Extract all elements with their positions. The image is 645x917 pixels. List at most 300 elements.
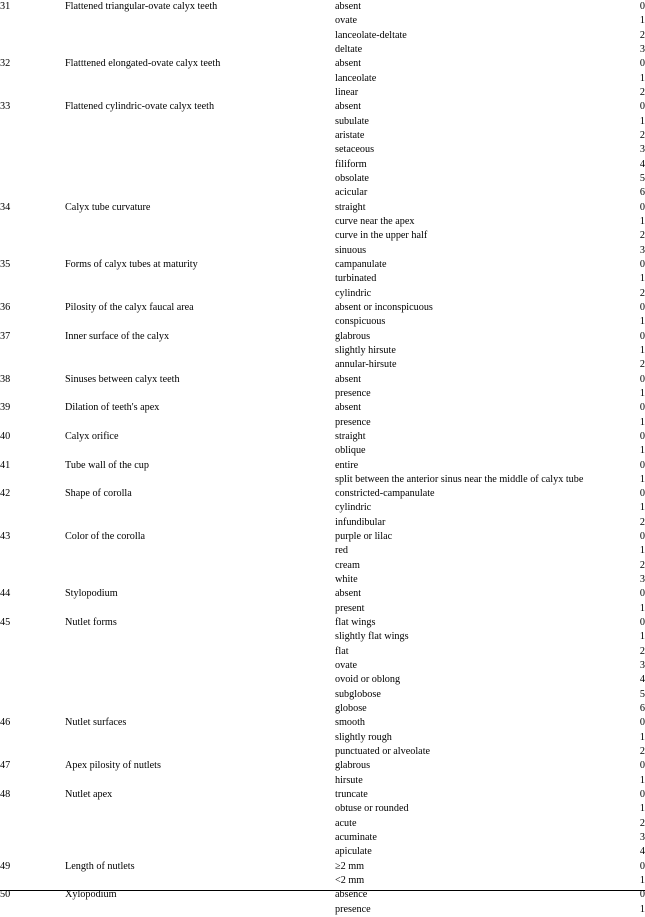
character-state-cell: ≥2 mm [335,860,365,872]
character-number-cell [0,559,65,573]
table-row [0,272,645,286]
table-row [0,602,645,616]
character-state-cell: lanceolate [335,72,377,84]
state-code-cell: 2 [639,516,645,528]
table-row [0,616,645,630]
character-name-cell: Flattened cylindric-ovate calyx teeth [65,101,215,113]
table-row [0,258,645,272]
character-number-cell [0,229,65,243]
character-number-cell: 35 [0,258,11,270]
character-number-cell [0,516,65,530]
state-code-cell: 1 [639,416,645,428]
table-row [0,201,645,215]
table-row [0,559,645,573]
character-state-cell: hirsute [335,774,363,786]
character-name-cell [65,774,335,788]
table-row [0,401,645,415]
character-number-cell: 44 [0,588,11,600]
character-number-cell [0,244,65,258]
table-row [0,845,645,859]
state-code-cell: 2 [639,645,645,657]
character-name-cell [65,630,335,644]
table-row [0,0,645,14]
character-number-cell [0,544,65,558]
table-row [0,330,645,344]
state-code-cell: 2 [639,287,645,299]
character-name-cell [65,559,335,573]
character-number-cell: 39 [0,402,11,414]
character-state-cell: flat wings [335,617,376,629]
state-code-cell: 5 [639,172,645,184]
character-name-cell [65,387,335,401]
character-name-cell [65,673,335,687]
state-code-cell: 0 [639,101,645,113]
character-name-cell [65,473,335,487]
character-name-cell [65,244,335,258]
state-code-cell: 1 [639,72,645,84]
character-number-cell [0,501,65,515]
state-code-cell: 0 [639,789,645,801]
character-number-cell [0,659,65,673]
character-state-cell: straight [335,201,366,213]
character-number-cell: 37 [0,330,11,342]
table-row [0,14,645,28]
state-code-cell: 1 [639,903,645,915]
character-name-cell [65,573,335,587]
table-row [0,587,645,601]
character-state-cell: white [335,574,358,586]
character-name-cell [65,215,335,229]
state-code-cell: 6 [639,187,645,199]
state-code-cell: 6 [639,703,645,715]
character-number-cell [0,630,65,644]
character-name-cell [65,344,335,358]
table-row [0,802,645,816]
character-state-cell: lanceolate-deltate [335,29,407,41]
character-state-cell: <2 mm [335,875,365,887]
state-code-cell: 0 [639,531,645,543]
table-row [0,86,645,100]
character-number-cell [0,645,65,659]
table-row [0,745,645,759]
character-name-cell: Color of the corolla [65,531,146,543]
character-name-cell [65,602,335,616]
character-name-cell [65,29,335,43]
table-row [0,860,645,874]
character-number-cell: 38 [0,373,11,385]
state-code-cell: 0 [639,373,645,385]
character-name-cell [65,358,335,372]
character-name-cell [65,287,335,301]
state-code-cell: 5 [639,688,645,700]
state-code-cell: 0 [639,258,645,270]
character-number-cell [0,215,65,229]
state-code-cell: 1 [639,215,645,227]
state-code-cell: 2 [639,86,645,98]
state-code-cell: 1 [639,774,645,786]
character-name-cell: Calyx orifice [65,430,119,442]
table-row [0,774,645,788]
character-state-cell: present [335,602,365,614]
character-state-cell: absent [335,402,362,414]
table-row [0,759,645,773]
table-row [0,72,645,86]
character-number-cell: 42 [0,488,11,500]
table-row [0,158,645,172]
state-code-cell: 1 [639,387,645,399]
character-number-cell [0,731,65,745]
character-state-cell: absent [335,373,362,385]
character-state-cell: absence [335,889,368,901]
table-row [0,129,645,143]
character-state-cell: cream [335,559,360,571]
character-state-cell: entire [335,459,359,471]
character-state-cell: absent or inconspicuous [335,301,433,313]
state-code-cell: 2 [639,817,645,829]
state-code-cell: 0 [639,58,645,70]
character-name-cell [65,43,335,57]
character-state-cell: absent [335,1,362,12]
character-name-cell: Shape of corolla [65,488,132,500]
character-name-cell [65,129,335,143]
table-row [0,487,645,501]
character-name-cell: Xylopodium [65,889,117,901]
table-row [0,831,645,845]
character-name-cell [65,831,335,845]
character-state-cell: ovoid or oblong [335,674,401,686]
character-name-cell [65,501,335,515]
state-code-cell: 1 [639,602,645,614]
table-row [0,172,645,186]
character-name-cell: Tube wall of the cup [65,459,149,471]
character-number-cell [0,673,65,687]
character-number-cell [0,287,65,301]
character-state-cell: linear [335,86,359,98]
character-number-cell [0,774,65,788]
character-state-cell: smooth [335,717,366,729]
character-number-cell [0,387,65,401]
table-row [0,344,645,358]
state-code-cell: 3 [639,660,645,672]
character-name-cell [65,416,335,430]
state-code-cell: 0 [639,330,645,342]
character-number-cell [0,845,65,859]
character-name-cell [65,158,335,172]
character-name-cell [65,272,335,286]
table-row [0,645,645,659]
table-row [0,788,645,802]
table-row [0,100,645,114]
character-name-cell: Sinuses between calyx teeth [65,373,180,385]
character-name-cell: Nutlet forms [65,617,117,629]
table-row [0,416,645,430]
character-number-cell [0,602,65,616]
state-code-cell: 3 [639,574,645,586]
character-name-cell [65,731,335,745]
table-row [0,573,645,587]
character-state-cell: absent [335,588,362,600]
state-code-cell: 0 [639,488,645,500]
table-row [0,874,645,888]
character-name-cell [65,817,335,831]
table-row [0,544,645,558]
table-row [0,229,645,243]
table-row [0,716,645,730]
character-name-cell [65,874,335,888]
character-number-cell [0,416,65,430]
character-number-cell [0,473,65,487]
table-row [0,186,645,200]
character-name-cell: Inner surface of the calyx [65,330,170,342]
character-name-cell [65,172,335,186]
state-code-cell: 1 [639,875,645,887]
character-state-cell: absent [335,58,362,70]
character-number-cell [0,14,65,28]
character-number-cell: 47 [0,760,11,772]
table-row [0,630,645,644]
character-name-cell [65,903,335,917]
character-name-cell [65,72,335,86]
character-name-cell [65,802,335,816]
state-code-cell: 2 [639,359,645,371]
character-state-cell: deltate [335,43,363,55]
state-code-cell: 4 [639,158,645,170]
character-name-cell: Flatttened elongated-ovate calyx teeth [65,58,221,70]
state-code-cell: 1 [639,115,645,127]
character-state-cell: sinuous [335,244,367,256]
character-state-cell: curve near the apex [335,215,415,227]
character-number-cell: 48 [0,789,11,801]
character-number-cell [0,745,65,759]
character-state-cell: oblique [335,445,366,457]
character-name-cell [65,516,335,530]
character-name-cell: Calyx tube curvature [65,201,151,213]
character-number-cell [0,573,65,587]
character-number-cell [0,344,65,358]
character-state-cell: subglobose [335,688,381,700]
character-state-cell: infundibular [335,516,386,528]
character-state-cell: presence [335,416,371,428]
character-number-cell [0,129,65,143]
state-code-cell: 1 [639,502,645,514]
character-number-cell [0,702,65,716]
character-name-cell [65,845,335,859]
state-code-cell: 2 [639,746,645,758]
state-code-cell: 1 [639,631,645,643]
character-state-cell: apiculate [335,846,372,858]
character-name-cell [65,444,335,458]
character-number-cell [0,903,65,917]
character-number-cell [0,688,65,702]
table-bottom-rule [0,890,645,891]
state-code-cell: 0 [639,1,645,12]
character-name-cell: Pilosity of the calyx faucal area [65,301,194,313]
character-name-cell [65,645,335,659]
character-state-cell: filiform [335,158,367,170]
state-code-cell: 3 [639,832,645,844]
character-state-cell: acuminate [335,832,377,844]
character-name-cell: Nutlet apex [65,789,113,801]
state-code-cell: 0 [639,588,645,600]
character-number-cell [0,831,65,845]
character-name-cell: Apex pilosity of nutlets [65,760,161,772]
table-row [0,315,645,329]
table-row [0,501,645,515]
character-name-cell [65,86,335,100]
character-number-cell [0,86,65,100]
state-code-cell: 1 [639,445,645,457]
character-name-cell [65,143,335,157]
character-number-cell: 31 [0,1,11,12]
character-state-cell: annular-hirsute [335,359,397,371]
character-name-cell [65,745,335,759]
character-state-cell: glabrous [335,760,371,772]
character-state-cell: ovate [335,660,358,672]
state-code-cell: 2 [639,29,645,41]
table-row [0,817,645,831]
table-row [0,358,645,372]
table-row [0,903,645,917]
character-state-cell: aristate [335,129,365,141]
state-code-cell: 1 [639,473,645,485]
table-row [0,530,645,544]
table-row [0,702,645,716]
state-code-cell: 2 [639,230,645,242]
state-code-cell: 0 [639,860,645,872]
state-code-cell: 2 [639,559,645,571]
character-number-cell [0,802,65,816]
character-state-cell: turbinated [335,273,377,285]
state-code-cell: 1 [639,15,645,27]
table-row [0,143,645,157]
character-state-cell: slightly rough [335,731,392,743]
character-number-cell [0,186,65,200]
state-code-cell: 0 [639,760,645,772]
table-row [0,115,645,129]
table-row [0,244,645,258]
table-row [0,459,645,473]
character-state-cell: red [335,545,349,557]
character-state-cell: presence [335,903,371,915]
character-state-cell: constricted-campanulate [335,488,435,500]
character-state-cell: obtuse or rounded [335,803,409,815]
character-name-cell [65,115,335,129]
state-code-cell: 0 [639,889,645,901]
state-code-cell: 1 [639,731,645,743]
character-number-cell: 50 [0,889,11,901]
character-state-cell: absent [335,101,362,113]
state-code-cell: 3 [639,43,645,55]
state-code-cell: 3 [639,144,645,156]
character-state-cell: acicular [335,187,368,199]
character-number-cell: 41 [0,459,11,471]
state-code-cell: 4 [639,846,645,858]
character-name-cell: Length of nutlets [65,860,135,872]
table-row [0,57,645,71]
state-code-cell: 0 [639,430,645,442]
character-state-cell: setaceous [335,144,375,156]
character-number-cell [0,315,65,329]
character-name-cell [65,688,335,702]
character-number-cell [0,358,65,372]
character-name-cell [65,544,335,558]
character-state-cell: split between the anterior sinus near the middle of calyx tube [335,473,584,485]
table-row [0,516,645,530]
character-state-cell: punctuated or alveolate [335,746,431,758]
state-code-cell: 4 [639,674,645,686]
state-code-cell: 3 [639,244,645,256]
character-number-cell [0,43,65,57]
state-code-cell: 1 [639,344,645,356]
character-name-cell: Stylopodium [65,588,118,600]
character-state-cell: presence [335,387,371,399]
table-row [0,731,645,745]
character-number-cell [0,172,65,186]
character-state-cell: subulate [335,115,369,127]
character-name-cell [65,315,335,329]
character-number-cell: 36 [0,301,11,313]
state-code-cell: 1 [639,545,645,557]
character-state-cell: cylindric [335,502,372,514]
state-code-cell: 0 [639,201,645,213]
character-state-cell: cylindric [335,287,372,299]
table-row [0,473,645,487]
character-name-cell: Dilation of teeth's apex [65,402,160,414]
character-name-cell: Flattened triangular-ovate calyx teeth [65,1,218,12]
character-state-cell: globose [335,703,367,715]
state-code-cell: 1 [639,316,645,328]
character-state-cell: ovate [335,15,358,27]
character-number-cell: 33 [0,101,11,113]
character-state-cell: truncate [335,789,368,801]
state-code-cell: 0 [639,301,645,313]
character-state-cell: slightly hirsute [335,344,396,356]
character-number-cell: 40 [0,430,11,442]
state-code-cell: 1 [639,273,645,285]
character-state-cell: straight [335,430,366,442]
table-row [0,29,645,43]
character-name-cell: Nutlet surfaces [65,717,127,729]
state-code-cell: 1 [639,803,645,815]
table-row [0,43,645,57]
character-number-cell: 46 [0,717,11,729]
character-number-cell: 49 [0,860,11,872]
character-number-cell [0,444,65,458]
character-name-cell [65,186,335,200]
character-state-cell: acute [335,817,357,829]
state-code-cell: 0 [639,717,645,729]
character-name-cell: Forms of calyx tubes at maturity [65,258,198,270]
character-name-cell [65,229,335,243]
state-code-cell: 0 [639,402,645,414]
character-number-cell [0,158,65,172]
character-state-cell: glabrous [335,330,371,342]
character-number-cell [0,874,65,888]
character-state-cell: curve in the upper half [335,230,428,242]
character-number-cell: 34 [0,201,11,213]
character-name-cell [65,14,335,28]
table-row [0,387,645,401]
table-row [0,373,645,387]
state-code-cell: 2 [639,129,645,141]
character-number-cell: 45 [0,617,11,629]
character-state-cell: campanulate [335,258,387,270]
character-state-cell: purple or lilac [335,531,393,543]
table-row [0,301,645,315]
table-row [0,688,645,702]
character-number-cell [0,29,65,43]
character-number-cell [0,272,65,286]
